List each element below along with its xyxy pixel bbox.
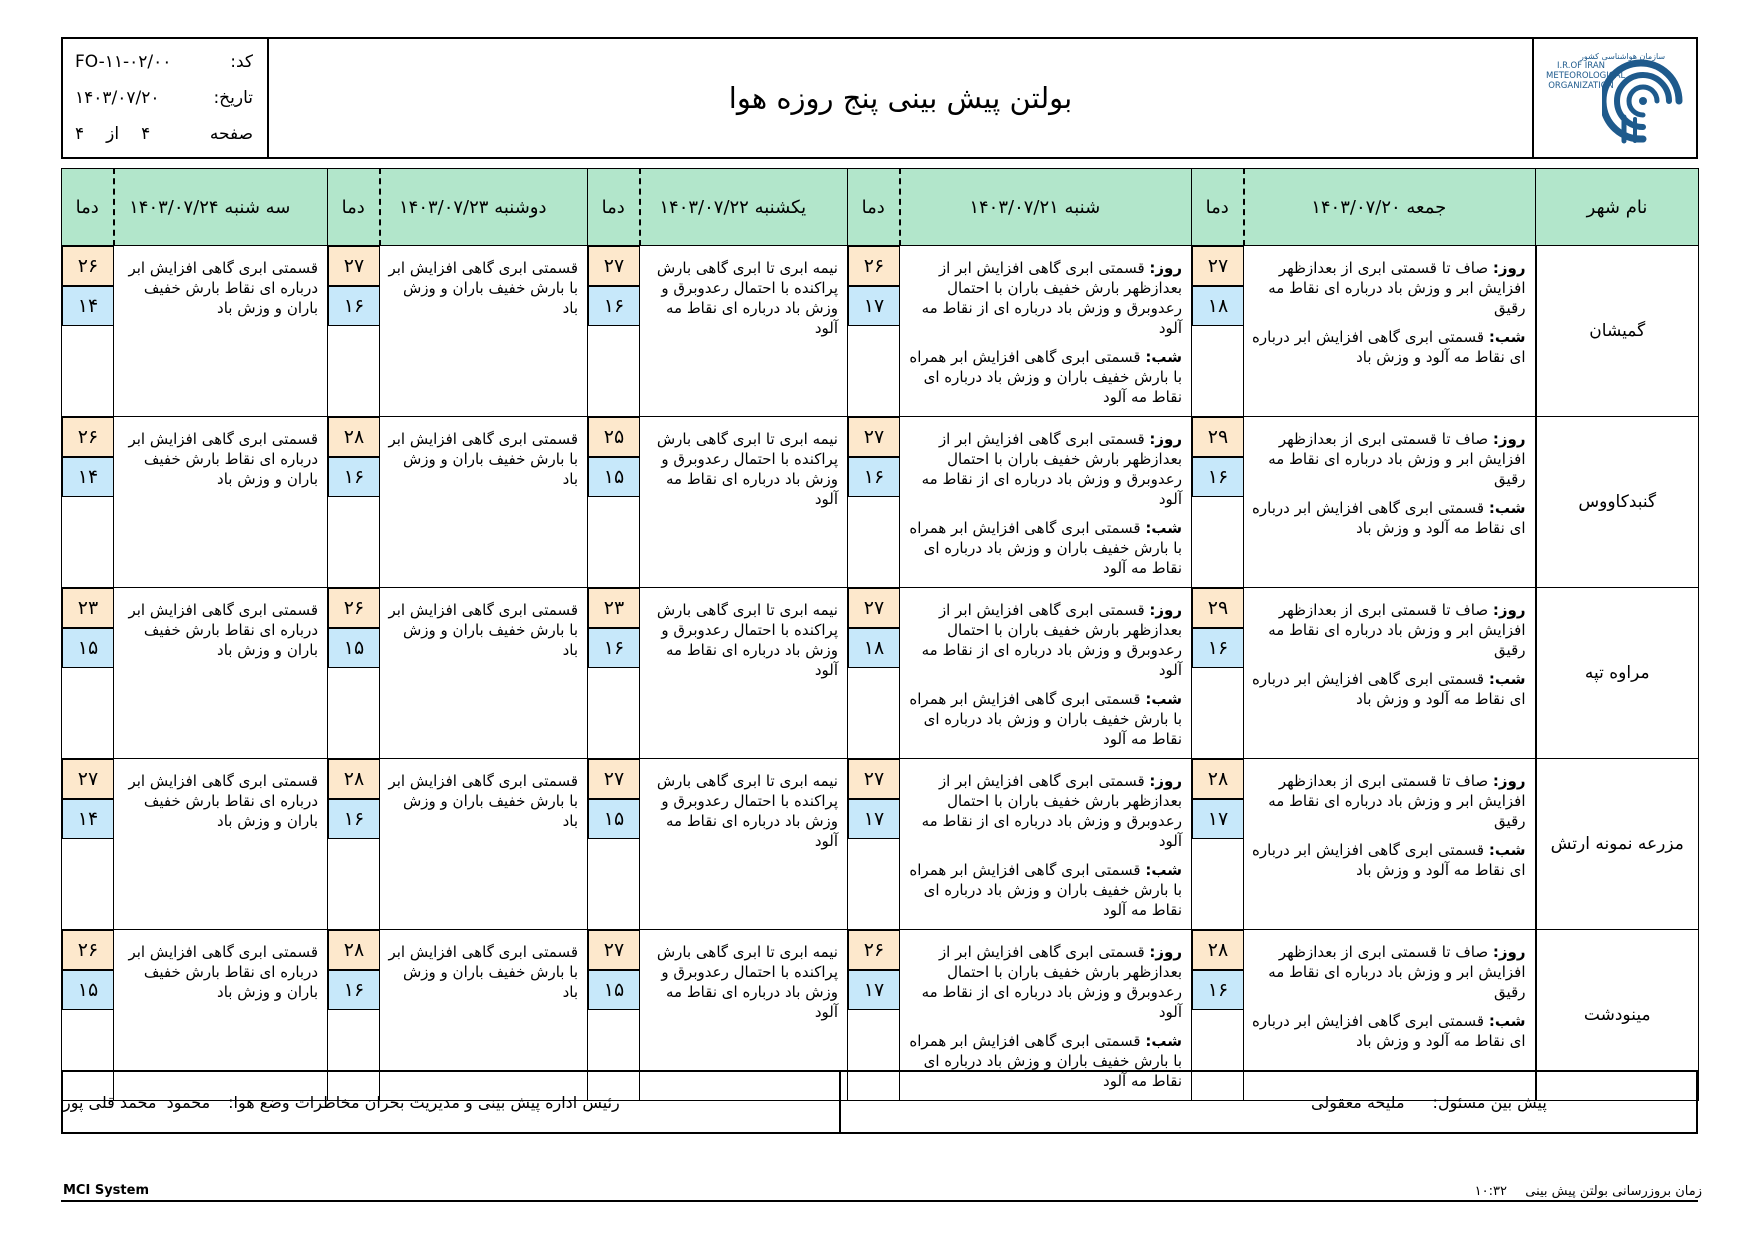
forecast-description: [114, 417, 328, 588]
max-temperature: ۲۸: [328, 930, 380, 970]
forecast-text: نیمه ابری تا ابری گاهی بارش پراکنده با احتمال رعدوبرق و وزش باد درباره ای نقاط مه آلود: [656, 259, 838, 337]
night-forecast: [904, 347, 1182, 407]
bulletin-header: [61, 37, 1698, 159]
night-forecast-text: قسمتی ابری گاهی افزایش ابر درباره ای نقاط مه آلود و وزش باد: [1252, 1012, 1526, 1050]
forecast-text: نیمه ابری تا ابری گاهی بارش پراکنده با احتمال رعدوبرق و وزش باد درباره ای نقاط مه آلود: [656, 943, 838, 1021]
min-temperature: ۱۸: [1192, 286, 1244, 326]
min-temperature: ۱۴: [62, 457, 114, 497]
min-temperature: ۱۵: [588, 799, 640, 839]
temperature-cell: [328, 759, 380, 930]
day-column-header: جمعه ۱۴۰۳/۰۷/۲۰: [1244, 169, 1536, 246]
forecast-description: [380, 417, 588, 588]
max-temperature: ۲۹: [1192, 588, 1244, 628]
temperature-cell: [1192, 759, 1244, 930]
min-temperature: ۱۶: [328, 286, 380, 326]
logo-english-text: I.R.OF IRAN METEOROLOGICAL ORGANIZATION: [1546, 61, 1626, 91]
min-temperature: ۱۶: [1192, 970, 1244, 1010]
day-forecast-text: صاف تا قسمتی ابری از بعدازظهر افزایش ابر و وزش باد درباره ای نقاط مه رقیق: [1268, 259, 1526, 317]
night-label: شب:: [1488, 328, 1526, 346]
forecast-description: [380, 588, 588, 759]
min-temperature: ۱۵: [328, 628, 380, 668]
night-label: شب:: [1488, 499, 1526, 517]
night-forecast: [1248, 669, 1526, 709]
max-temperature: ۲۸: [1192, 759, 1244, 799]
forecast-text: نیمه ابری تا ابری گاهی بارش پراکنده با احتمال رعدوبرق و وزش باد درباره ای نقاط مه آلود: [656, 601, 838, 679]
table-row: [62, 246, 1699, 417]
temp-column-header: دما: [1192, 169, 1244, 246]
night-label: شب:: [1488, 1012, 1526, 1030]
max-temperature: ۲۷: [588, 246, 640, 286]
forecast-text: قسمتی ابری گاهی افزایش ابر درباره ای نقاط بارش خفیف باران و وزش باد: [128, 943, 318, 1001]
forecast-text: نیمه ابری تا ابری گاهی بارش پراکنده با احتمال رعدوبرق و وزش باد درباره ای نقاط مه آلود: [656, 430, 838, 508]
night-forecast: [904, 689, 1182, 749]
day-forecast-text: صاف تا قسمتی ابری از بعدازظهر افزایش ابر و وزش باد درباره ای نقاط مه رقیق: [1268, 943, 1526, 1001]
forecaster-label: پیش بین مسئول:: [1432, 1092, 1547, 1112]
night-label: شب:: [1145, 861, 1182, 879]
day-forecast: [1248, 258, 1526, 318]
page-current: ۴: [141, 124, 151, 144]
page-title: بولتن پیش بینی پنج روزه هوا: [728, 81, 1073, 115]
day-label: روز:: [1149, 430, 1182, 448]
update-time-note: [1475, 1184, 1702, 1199]
min-temperature: ۱۶: [848, 457, 900, 497]
min-temperature: ۱۶: [1192, 457, 1244, 497]
max-temperature: ۲۳: [62, 588, 114, 628]
day-forecast: [904, 600, 1182, 680]
date-value: ۱۴۰۳/۰۷/۲۰: [75, 88, 160, 108]
max-temperature: ۲۶: [62, 417, 114, 457]
city-name: گنبدکاووس: [1536, 417, 1699, 588]
forecast-description: [640, 417, 848, 588]
min-temperature: ۱۷: [848, 286, 900, 326]
temperature-cell: [62, 417, 114, 588]
min-temperature: ۱۷: [1192, 799, 1244, 839]
forecast-description: [640, 246, 848, 417]
logo-persian-text: سازمان هواشناسی کشور: [1580, 52, 1666, 61]
max-temperature: ۲۵: [588, 417, 640, 457]
day-forecast: [904, 942, 1182, 1022]
night-forecast-text: قسمتی ابری گاهی افزایش ابر همراه با بارش خفیف باران و وزش باد درباره ای نقاط مه آلود: [909, 1032, 1182, 1090]
day-column-header: سه شنبه ۱۴۰۳/۰۷/۲۴: [114, 169, 328, 246]
page-of: از: [106, 124, 120, 144]
city-name: مراوه تپه: [1536, 588, 1699, 759]
temperature-cell: [62, 759, 114, 930]
night-label: شب:: [1145, 1032, 1182, 1050]
night-label: شب:: [1145, 519, 1182, 537]
code-value: FO-۱۱-۰۲/۰۰: [75, 52, 172, 72]
min-temperature: ۱۵: [62, 628, 114, 668]
bottom-divider: [61, 1200, 1698, 1202]
min-temperature: ۱۵: [588, 970, 640, 1010]
night-forecast-text: قسمتی ابری گاهی افزایش ابر درباره ای نقاط مه آلود و وزش باد: [1252, 328, 1526, 366]
temperature-cell: [848, 246, 900, 417]
temperature-cell: [848, 759, 900, 930]
day-forecast-text: صاف تا قسمتی ابری از بعدازظهر افزایش ابر و وزش باد درباره ای نقاط مه رقیق: [1268, 772, 1526, 830]
day-forecast-text: قسمتی ابری گاهی افزایش ابر از بعدازظهر بارش خفیف باران با احتمال رعدوبرق و وزش باد درباره ای از نقاط مه آلود: [921, 943, 1182, 1021]
night-label: شب:: [1488, 841, 1526, 859]
max-temperature: ۲۷: [62, 759, 114, 799]
day-forecast: [1248, 429, 1526, 489]
night-forecast: [1248, 498, 1526, 538]
table-row: [62, 417, 1699, 588]
temperature-cell: [588, 246, 640, 417]
min-temperature: ۱۶: [1192, 628, 1244, 668]
day-forecast-text: قسمتی ابری گاهی افزایش ابر از بعدازظهر بارش خفیف باران با احتمال رعدوبرق و وزش باد درباره ای از نقاط مه آلود: [921, 430, 1182, 508]
night-forecast-text: قسمتی ابری گاهی افزایش ابر همراه با بارش خفیف باران و وزش باد درباره ای نقاط مه آلود: [909, 348, 1182, 406]
city-column-header: نام شهر: [1536, 169, 1699, 246]
temp-column-header: دما: [588, 169, 640, 246]
min-temperature: ۱۷: [848, 799, 900, 839]
forecast-description: [380, 759, 588, 930]
update-time-label: زمان بروزرسانی بولتن پیش بینی: [1525, 1184, 1702, 1199]
max-temperature: ۲۶: [328, 588, 380, 628]
forecast-description: [114, 759, 328, 930]
temperature-cell: [62, 246, 114, 417]
day-label: روز:: [1149, 943, 1182, 961]
page-total: ۴: [75, 124, 85, 144]
table-row: [62, 759, 1699, 930]
forecast-description: [1244, 417, 1536, 588]
forecast-text: قسمتی ابری گاهی افزایش ابر با بارش خفیف باران و وزش باد: [388, 772, 578, 830]
day-forecast-text: قسمتی ابری گاهی افزایش ابر از بعدازظهر بارش خفیف باران با احتمال رعدوبرق و وزش باد درباره ای از نقاط مه آلود: [921, 772, 1182, 850]
max-temperature: ۲۷: [1192, 246, 1244, 286]
temperature-cell: [848, 588, 900, 759]
forecast-description: [640, 588, 848, 759]
code-label: کد:: [230, 52, 253, 72]
max-temperature: ۲۶: [62, 930, 114, 970]
max-temperature: ۲۷: [848, 759, 900, 799]
day-forecast: [1248, 600, 1526, 660]
system-name: MCI System: [63, 1183, 149, 1198]
forecast-description: [1244, 246, 1536, 417]
temperature-cell: [328, 417, 380, 588]
temperature-cell: [328, 588, 380, 759]
min-temperature: ۱۶: [588, 286, 640, 326]
city-name: مزرعه نمونه ارتش: [1536, 759, 1699, 930]
night-label: شب:: [1488, 670, 1526, 688]
night-forecast-text: قسمتی ابری گاهی افزایش ابر درباره ای نقاط مه آلود و وزش باد: [1252, 670, 1526, 708]
min-temperature: ۱۷: [848, 970, 900, 1010]
max-temperature: ۲۶: [848, 246, 900, 286]
forecast-description: [1244, 588, 1536, 759]
page-label: صفحه: [209, 124, 253, 144]
night-forecast: [1248, 840, 1526, 880]
forecast-description: [640, 759, 848, 930]
temperature-cell: [1192, 417, 1244, 588]
forecast-body: [62, 246, 1699, 1101]
forecast-text: قسمتی ابری گاهی افزایش ابر با بارش خفیف باران و وزش باد: [388, 601, 578, 659]
day-label: روز:: [1149, 772, 1182, 790]
temp-column-header: دما: [62, 169, 114, 246]
day-label: روز:: [1149, 601, 1182, 619]
forecast-text: قسمتی ابری گاهی افزایش ابر درباره ای نقاط بارش خفیف باران و وزش باد: [128, 601, 318, 659]
max-temperature: ۲۸: [1192, 930, 1244, 970]
forecast-description: [114, 246, 328, 417]
temperature-cell: [1192, 588, 1244, 759]
forecast-text: قسمتی ابری گاهی افزایش ابر درباره ای نقاط بارش خفیف باران و وزش باد: [128, 430, 318, 488]
day-forecast: [1248, 771, 1526, 831]
temperature-cell: [848, 417, 900, 588]
night-forecast-text: قسمتی ابری گاهی افزایش ابر درباره ای نقاط مه آلود و وزش باد: [1252, 841, 1526, 879]
date-row: [75, 84, 253, 112]
max-temperature: ۲۷: [848, 588, 900, 628]
forecast-description: [1244, 759, 1536, 930]
forecast-table: [61, 168, 1699, 1101]
temp-column-header: دما: [848, 169, 900, 246]
max-temperature: ۲۷: [588, 759, 640, 799]
max-temperature: ۲۸: [328, 417, 380, 457]
forecast-text: قسمتی ابری گاهی افزایش ابر با بارش خفیف باران و وزش باد: [388, 943, 578, 1001]
day-forecast-text: صاف تا قسمتی ابری از بعدازظهر افزایش ابر و وزش باد درباره ای نقاط مه رقیق: [1268, 430, 1526, 488]
day-column-header: یکشنبه ۱۴۰۳/۰۷/۲۲: [640, 169, 848, 246]
min-temperature: ۱۶: [328, 970, 380, 1010]
temperature-cell: [588, 417, 640, 588]
max-temperature: ۲۷: [328, 246, 380, 286]
city-name: مینودشت: [1536, 930, 1699, 1101]
min-temperature: ۱۵: [62, 970, 114, 1010]
night-forecast-text: قسمتی ابری گاهی افزایش ابر همراه با بارش خفیف باران و وزش باد درباره ای نقاط مه آلود: [909, 690, 1182, 748]
logo-block: [1532, 39, 1696, 157]
forecast-description: [900, 246, 1192, 417]
min-temperature: ۱۸: [848, 628, 900, 668]
max-temperature: ۲۹: [1192, 417, 1244, 457]
forecast-text: قسمتی ابری گاهی افزایش ابر درباره ای نقاط بارش خفیف باران و وزش باد: [128, 259, 318, 317]
max-temperature: ۲۳: [588, 588, 640, 628]
forecast-text: قسمتی ابری گاهی افزایش ابر درباره ای نقاط بارش خفیف باران و وزش باد: [128, 772, 318, 830]
night-forecast: [1248, 327, 1526, 367]
min-temperature: ۱۶: [328, 457, 380, 497]
night-forecast: [1248, 1011, 1526, 1051]
department-head-name: محمود محمد قلی پور: [63, 1092, 211, 1112]
day-label: روز:: [1149, 259, 1182, 277]
temperature-cell: [588, 588, 640, 759]
forecast-text: نیمه ابری تا ابری گاهی بارش پراکنده با احتمال رعدوبرق و وزش باد درباره ای نقاط مه آلود: [656, 772, 838, 850]
night-forecast-text: قسمتی ابری گاهی افزایش ابر درباره ای نقاط مه آلود و وزش باد: [1252, 499, 1526, 537]
min-temperature: ۱۴: [62, 286, 114, 326]
department-head-label: رئیس اداره پیش بینی و مدیریت بحران مخاطرات وضع هوا:: [228, 1092, 620, 1112]
night-forecast: [904, 518, 1182, 578]
responsible-forecaster: [841, 1072, 1696, 1132]
date-label: تاریخ:: [213, 88, 253, 108]
day-forecast: [904, 429, 1182, 509]
forecast-description: [114, 588, 328, 759]
day-label: روز:: [1492, 772, 1526, 790]
night-forecast-text: قسمتی ابری گاهی افزایش ابر همراه با بارش خفیف باران و وزش باد درباره ای نقاط مه آلود: [909, 861, 1182, 919]
min-temperature: ۱۴: [62, 799, 114, 839]
page-row: [75, 120, 253, 148]
forecast-description: [900, 417, 1192, 588]
forecast-text: قسمتی ابری گاهی افزایش ابر با بارش خفیف باران و وزش باد: [388, 259, 578, 317]
day-column-header: شنبه ۱۴۰۳/۰۷/۲۱: [900, 169, 1192, 246]
temperature-cell: [328, 246, 380, 417]
day-label: روز:: [1492, 943, 1526, 961]
day-label: روز:: [1492, 259, 1526, 277]
day-forecast: [904, 771, 1182, 851]
min-temperature: ۱۶: [328, 799, 380, 839]
forecast-description: [900, 759, 1192, 930]
day-label: روز:: [1492, 430, 1526, 448]
night-forecast: [904, 860, 1182, 920]
day-column-header: دوشنبه ۱۴۰۳/۰۷/۲۳: [380, 169, 588, 246]
max-temperature: ۲۸: [328, 759, 380, 799]
forecaster-name: ملیحه معقولی: [1311, 1092, 1405, 1112]
min-temperature: ۱۵: [588, 457, 640, 497]
table-row: [62, 588, 1699, 759]
signature-footer: [61, 1070, 1698, 1134]
day-forecast: [1248, 942, 1526, 1002]
forecast-description: [380, 246, 588, 417]
update-time-value: ۱۰:۳۲: [1474, 1184, 1507, 1199]
day-label: روز:: [1492, 601, 1526, 619]
night-label: شب:: [1145, 690, 1182, 708]
code-row: [75, 48, 253, 76]
temperature-cell: [1192, 246, 1244, 417]
max-temperature: ۲۷: [848, 417, 900, 457]
temperature-cell: [588, 759, 640, 930]
max-temperature: ۲۶: [848, 930, 900, 970]
page-count: [75, 124, 150, 144]
min-temperature: ۱۶: [588, 628, 640, 668]
temp-column-header: دما: [328, 169, 380, 246]
forecast-description: [900, 588, 1192, 759]
max-temperature: ۲۷: [588, 930, 640, 970]
night-forecast-text: قسمتی ابری گاهی افزایش ابر همراه با بارش خفیف باران و وزش باد درباره ای نقاط مه آلود: [909, 519, 1182, 577]
night-label: شب:: [1145, 348, 1182, 366]
day-forecast: [904, 258, 1182, 338]
table-header-row: [62, 169, 1699, 246]
forecast-text: قسمتی ابری گاهی افزایش ابر با بارش خفیف باران و وزش باد: [388, 430, 578, 488]
day-forecast-text: صاف تا قسمتی ابری از بعدازظهر افزایش ابر و وزش باد درباره ای نقاط مه رقیق: [1268, 601, 1526, 659]
department-head: [63, 1072, 841, 1132]
document-meta: [63, 39, 269, 157]
meteorological-organization-logo-icon: [1602, 57, 1684, 147]
max-temperature: ۲۶: [62, 246, 114, 286]
temperature-cell: [62, 588, 114, 759]
city-name: گمیشان: [1536, 246, 1699, 417]
day-forecast-text: قسمتی ابری گاهی افزایش ابر از بعدازظهر بارش خفیف باران با احتمال رعدوبرق و وزش باد درباره ای از نقاط مه آلود: [921, 601, 1182, 679]
day-forecast-text: قسمتی ابری گاهی افزایش ابر از بعدازظهر بارش خفیف باران با احتمال رعدوبرق و وزش باد درباره ای از نقاط مه آلود: [921, 259, 1182, 337]
